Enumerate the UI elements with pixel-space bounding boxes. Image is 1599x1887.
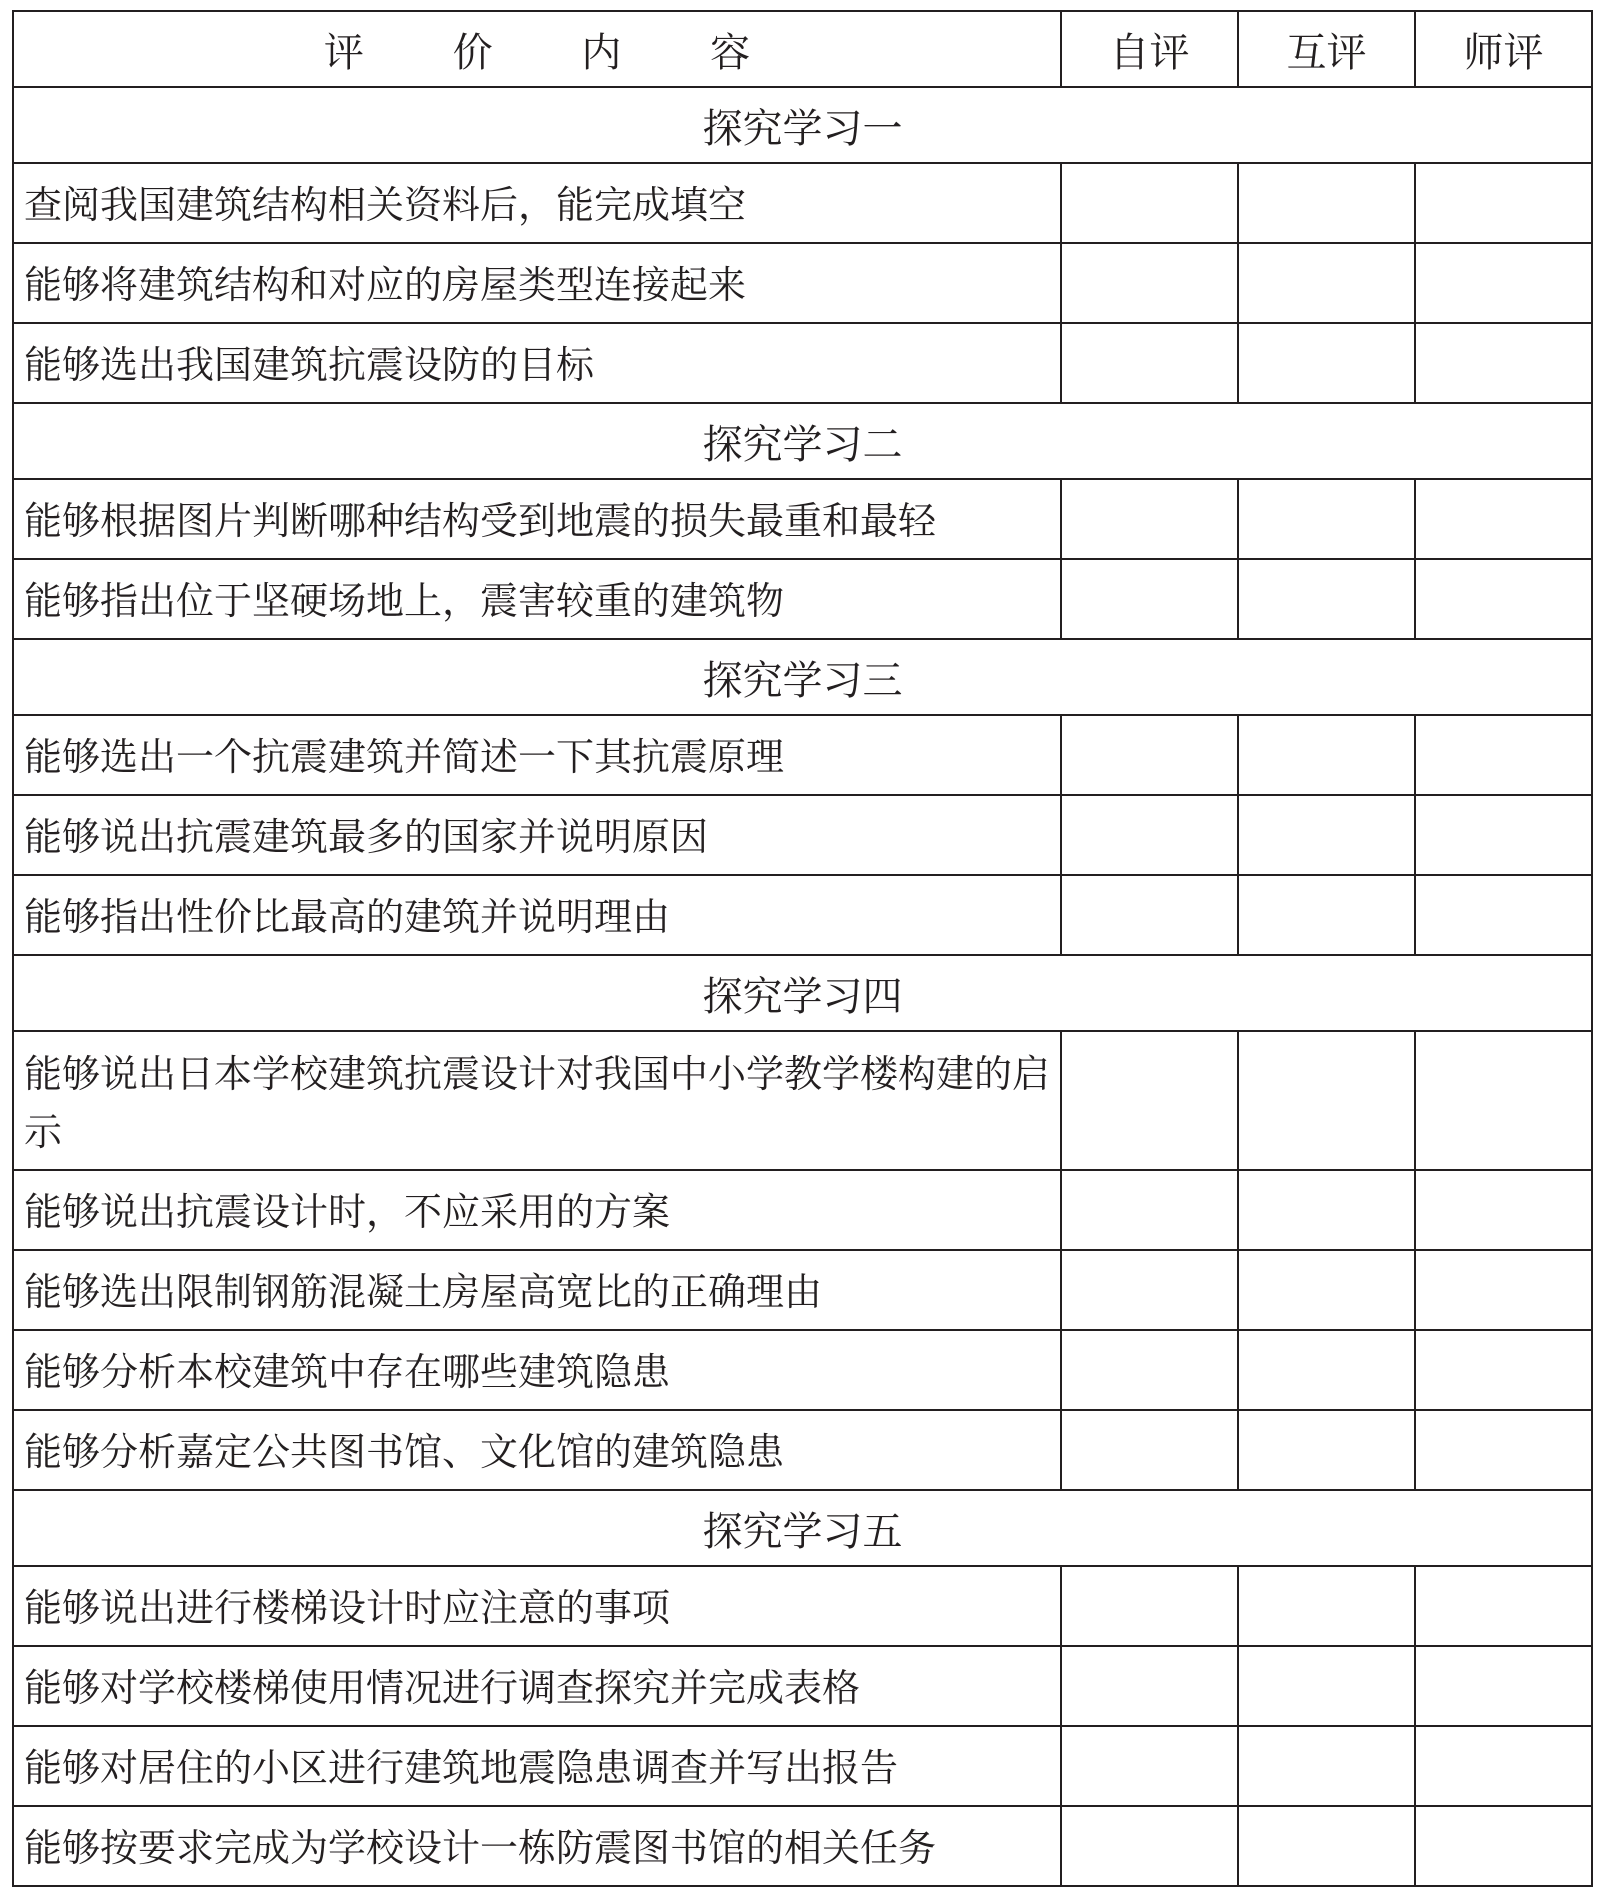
self-eval-cell[interactable] (1061, 1170, 1238, 1250)
teacher-eval-cell[interactable] (1415, 1566, 1592, 1646)
peer-eval-cell[interactable] (1238, 795, 1415, 875)
peer-eval-cell[interactable] (1238, 1250, 1415, 1330)
teacher-eval-cell[interactable] (1415, 1330, 1592, 1410)
peer-eval-cell[interactable] (1238, 243, 1415, 323)
self-eval-cell[interactable] (1061, 243, 1238, 323)
self-eval-cell[interactable] (1061, 715, 1238, 795)
section-title: 探究学习五 (13, 1490, 1592, 1566)
teacher-eval-cell[interactable] (1415, 795, 1592, 875)
table-row (13, 1410, 1592, 1490)
table-row (13, 243, 1592, 323)
header-peer-eval: 互评 (1238, 11, 1415, 87)
self-eval-cell[interactable] (1061, 559, 1238, 639)
section-row (13, 1490, 1592, 1566)
self-eval-cell[interactable] (1061, 795, 1238, 875)
peer-eval-cell[interactable] (1238, 875, 1415, 955)
criterion-text: 能够分析嘉定公共图书馆、文化馆的建筑隐患 (13, 1410, 1061, 1490)
criterion-text: 查阅我国建筑结构相关资料后，能完成填空 (13, 163, 1061, 243)
criterion-text: 能够说出抗震设计时，不应采用的方案 (13, 1170, 1061, 1250)
criterion-text: 能够对学校楼梯使用情况进行调查探究并完成表格 (13, 1646, 1061, 1726)
table-row (13, 1566, 1592, 1646)
self-eval-cell[interactable] (1061, 1726, 1238, 1806)
peer-eval-cell[interactable] (1238, 1566, 1415, 1646)
section-row (13, 955, 1592, 1031)
self-eval-cell[interactable] (1061, 479, 1238, 559)
criterion-text: 能够选出限制钢筋混凝土房屋高宽比的正确理由 (13, 1250, 1061, 1330)
teacher-eval-cell[interactable] (1415, 1806, 1592, 1886)
self-eval-cell[interactable] (1061, 1646, 1238, 1726)
peer-eval-cell[interactable] (1238, 1031, 1415, 1170)
self-eval-cell[interactable] (1061, 1566, 1238, 1646)
table-row (13, 1330, 1592, 1410)
peer-eval-cell[interactable] (1238, 1646, 1415, 1726)
table-row (13, 1806, 1592, 1886)
criterion-text: 能够分析本校建筑中存在哪些建筑隐患 (13, 1330, 1061, 1410)
criterion-text: 能够对居住的小区进行建筑地震隐患调查并写出报告 (13, 1726, 1061, 1806)
section-title: 探究学习三 (13, 639, 1592, 715)
table-row (13, 323, 1592, 403)
table-row (13, 795, 1592, 875)
peer-eval-cell[interactable] (1238, 715, 1415, 795)
self-eval-cell[interactable] (1061, 875, 1238, 955)
table-row (13, 163, 1592, 243)
header-row (13, 11, 1592, 87)
table-row (13, 559, 1592, 639)
peer-eval-cell[interactable] (1238, 323, 1415, 403)
header-teacher-eval: 师评 (1415, 11, 1592, 87)
self-eval-cell[interactable] (1061, 163, 1238, 243)
section-title: 探究学习一 (13, 87, 1592, 163)
peer-eval-cell[interactable] (1238, 479, 1415, 559)
table-row (13, 715, 1592, 795)
self-eval-cell[interactable] (1061, 1031, 1238, 1170)
section-row (13, 639, 1592, 715)
header-self-eval: 自评 (1061, 11, 1238, 87)
teacher-eval-cell[interactable] (1415, 1170, 1592, 1250)
teacher-eval-cell[interactable] (1415, 323, 1592, 403)
criterion-text: 能够指出性价比最高的建筑并说明理由 (13, 875, 1061, 955)
peer-eval-cell[interactable] (1238, 1726, 1415, 1806)
table-row (13, 1726, 1592, 1806)
self-eval-cell[interactable] (1061, 1330, 1238, 1410)
criterion-text: 能够选出我国建筑抗震设防的目标 (13, 323, 1061, 403)
self-eval-cell[interactable] (1061, 1806, 1238, 1886)
peer-eval-cell[interactable] (1238, 1410, 1415, 1490)
teacher-eval-cell[interactable] (1415, 1646, 1592, 1726)
table-row (13, 1170, 1592, 1250)
criterion-text: 能够按要求完成为学校设计一栋防震图书馆的相关任务 (13, 1806, 1061, 1886)
peer-eval-cell[interactable] (1238, 559, 1415, 639)
self-eval-cell[interactable] (1061, 323, 1238, 403)
section-title: 探究学习四 (13, 955, 1592, 1031)
teacher-eval-cell[interactable] (1415, 163, 1592, 243)
teacher-eval-cell[interactable] (1415, 243, 1592, 323)
criterion-text: 能够说出抗震建筑最多的国家并说明原因 (13, 795, 1061, 875)
peer-eval-cell[interactable] (1238, 163, 1415, 243)
teacher-eval-cell[interactable] (1415, 715, 1592, 795)
teacher-eval-cell[interactable] (1415, 875, 1592, 955)
peer-eval-cell[interactable] (1238, 1806, 1415, 1886)
teacher-eval-cell[interactable] (1415, 1250, 1592, 1330)
criterion-text: 能够指出位于坚硬场地上，震害较重的建筑物 (13, 559, 1061, 639)
criterion-text: 能够选出一个抗震建筑并简述一下其抗震原理 (13, 715, 1061, 795)
section-title: 探究学习二 (13, 403, 1592, 479)
criterion-text: 能够将建筑结构和对应的房屋类型连接起来 (13, 243, 1061, 323)
teacher-eval-cell[interactable] (1415, 1031, 1592, 1170)
self-eval-cell[interactable] (1061, 1250, 1238, 1330)
criterion-text: 能够说出日本学校建筑抗震设计对我国中小学教学楼构建的启示 (13, 1031, 1061, 1170)
table-row (13, 1250, 1592, 1330)
section-row (13, 403, 1592, 479)
table-row (13, 479, 1592, 559)
teacher-eval-cell[interactable] (1415, 1726, 1592, 1806)
peer-eval-cell[interactable] (1238, 1330, 1415, 1410)
table-row (13, 1646, 1592, 1726)
criterion-text: 能够根据图片判断哪种结构受到地震的损失最重和最轻 (13, 479, 1061, 559)
teacher-eval-cell[interactable] (1415, 479, 1592, 559)
table-row (13, 1031, 1592, 1170)
self-eval-cell[interactable] (1061, 1410, 1238, 1490)
criterion-text: 能够说出进行楼梯设计时应注意的事项 (13, 1566, 1061, 1646)
teacher-eval-cell[interactable] (1415, 1410, 1592, 1490)
header-content: 评 价 内 容 (13, 11, 1061, 87)
table-row (13, 875, 1592, 955)
evaluation-table (12, 10, 1593, 1887)
section-row (13, 87, 1592, 163)
teacher-eval-cell[interactable] (1415, 559, 1592, 639)
peer-eval-cell[interactable] (1238, 1170, 1415, 1250)
